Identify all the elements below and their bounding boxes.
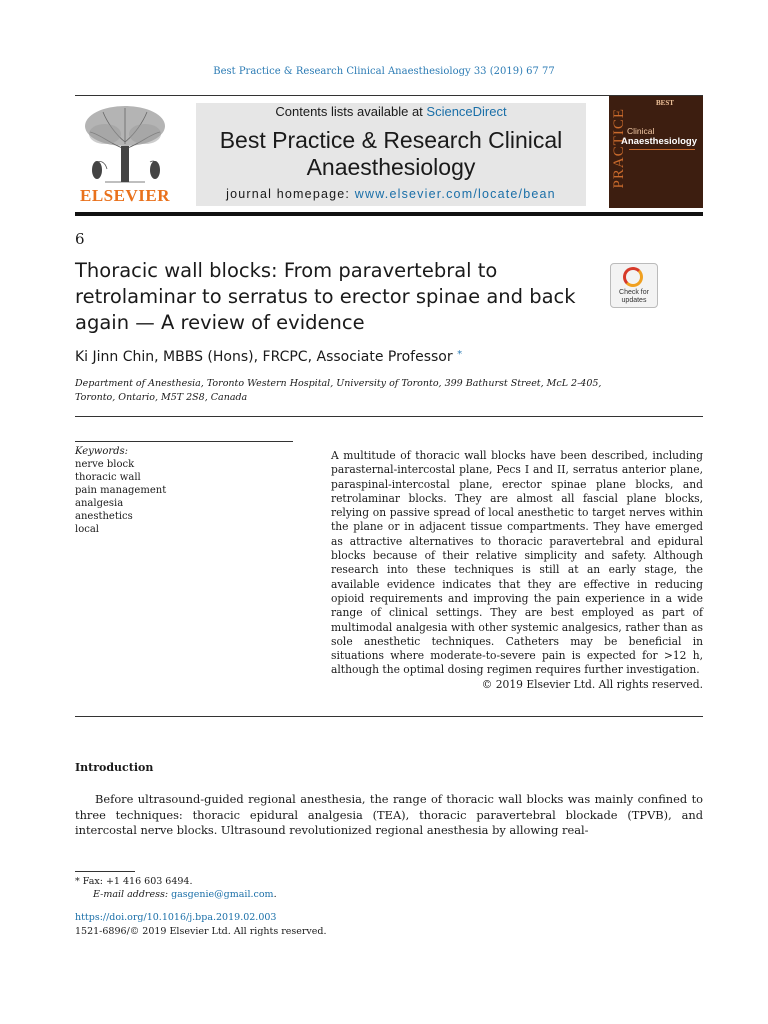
email-end: . (273, 889, 277, 900)
issn-copyright: 1521-6896/© 2019 Elsevier Ltd. All rights reserved. (75, 926, 327, 937)
sciencedirect-link[interactable]: ScienceDirect (426, 104, 507, 119)
journal-title (196, 127, 586, 181)
contents-prefix: Contents lists available at (275, 104, 427, 119)
elsevier-wordmark: ELSEVIER (80, 186, 170, 205)
keyword-item: thoracic wall (75, 472, 141, 483)
keywords-label: Keywords: (75, 446, 129, 457)
footnote-fax (75, 875, 193, 888)
footnote-rule (75, 871, 135, 872)
keywords (75, 445, 166, 536)
contents-line (196, 104, 586, 119)
article-title: Thoracic wall blocks: From paravertebral to retrolaminar to serratus to erector spinae and back again — A review of evidence (75, 259, 576, 334)
keyword-item: anesthetics (75, 511, 133, 522)
abstract-copyright: © 2019 Elsevier Ltd. All rights reserved. (481, 677, 703, 691)
cover-side-text: PRACTICE (611, 108, 627, 189)
keywords-rule (75, 441, 293, 442)
author (75, 349, 462, 365)
abstract-rule (75, 716, 703, 717)
affiliation (75, 377, 695, 404)
cover-title: Anaesthesiology (621, 136, 698, 147)
chapter-number: 6 (75, 230, 85, 248)
cover-rule (629, 149, 695, 150)
keyword-item: pain management (75, 485, 167, 496)
keyword-item: nerve block (75, 459, 135, 470)
doi-link[interactable]: https://doi.org/10.1016/j.bpa.2019.02.003 (75, 912, 277, 923)
check-updates-label (611, 289, 657, 304)
elsevier-tree-logo-icon (75, 104, 175, 184)
cover-top-text: BEST (656, 99, 674, 107)
check-for-updates-button[interactable] (610, 263, 658, 308)
section-rule (75, 416, 703, 417)
check-updates-line1: Check for (619, 289, 649, 296)
header-bottom-rule (75, 212, 703, 216)
email-link[interactable]: gasgenie@gmail.com (171, 889, 274, 900)
homepage-label: journal homepage: (226, 187, 355, 201)
affiliation-line2: Toronto, Ontario, M5T 2S8, Canada (75, 391, 248, 403)
abstract-text: A multitude of thoracic wall blocks have been described, including parasternal-intercostal plane, Pecs I and II, serratus anterior plane, paraspinal-intercostal plane, erector spinae plane blocks, and retrolaminar blocks. They are almost all fascial plane blocks, relying on passive spread of local anesthetic to target nerves within the plane or in adjacent tissue compartments. They have emerged as attractive alternatives to thoracic paravertebral and epidural blocks because of their relative simplicity and safety. Although research into these techniques is still at an early stage, the available evidence indicates that they are effective in reducing opioid requirements and improving the pain experience in a wide range of clinical settings. They are best employed as part of multimodal analgesia with other systemic analgesics, rather than as sole anesthetic techniques. Catheters may be beneficial in situations where moderate-to-severe pain is expected for >12 h, although the optimal dosing regimen requires further investigation. (331, 449, 703, 677)
journal-reference[interactable]: Best Practice & Research Clinical Anaesthesiology 33 (2019) 67 77 (213, 66, 555, 77)
journal-title-line2: Anaesthesiology (306, 154, 476, 180)
check-updates-line2: updates (621, 296, 647, 304)
keyword-item: analgesia (75, 498, 124, 509)
abstract (331, 449, 703, 692)
affiliation-line1: Department of Anesthesia, Toronto Western Hospital, University of Toronto, 399 Bathurst Street, McL 2-405, (75, 378, 602, 389)
introduction-heading: Introduction (75, 761, 154, 774)
fax-number: Fax: +1 416 603 6494. (82, 876, 193, 887)
cover-subtitle: Clinical (627, 126, 655, 136)
check-updates-icon (623, 267, 643, 287)
introduction-paragraph: Before ultrasound-guided regional anesthesia, the range of thoracic wall blocks was mainly confined to three techniques: thoracic epidural analgesia (TEA), thoracic paravertebral blockade (TPVB), and intercostal nerve blocks. Ultrasound revolutionized regional anesthesia by allowing real- (75, 792, 703, 837)
journal-title-line1: Best Practice & Research Clinical (219, 127, 563, 153)
fax-footnote-mark: * (75, 876, 80, 887)
footnote-email (93, 888, 277, 901)
author-footnote-mark[interactable]: * (457, 349, 463, 360)
keyword-item: local (75, 524, 99, 535)
journal-homepage (196, 187, 586, 201)
journal-cover[interactable] (609, 96, 703, 208)
homepage-link[interactable]: www.elsevier.com/locate/bean (354, 187, 556, 201)
author-name: Ki Jinn Chin, MBBS (Hons), FRCPC, Associate Professor (75, 349, 453, 365)
email-label: E-mail address: (93, 889, 169, 900)
